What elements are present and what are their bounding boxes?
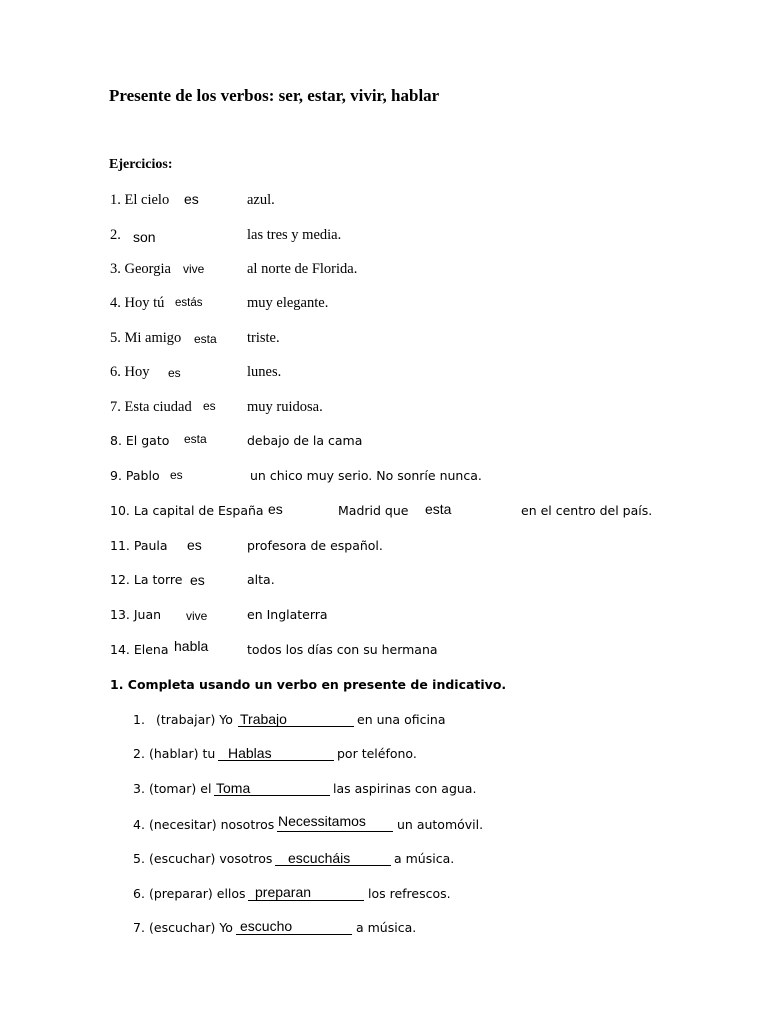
completa-answer: escucháis xyxy=(288,850,351,866)
exercise-prompt: 12. La torre xyxy=(110,572,183,587)
completa-rest: a música. xyxy=(356,920,417,935)
exercise-answer: esta xyxy=(184,432,207,446)
completa-answer: Hablas xyxy=(228,745,272,761)
completa-answer: Toma xyxy=(216,780,251,796)
exercise-answer: vive xyxy=(186,609,208,623)
completa-answer: Trabajo xyxy=(240,711,287,727)
completa-answer: preparan xyxy=(255,884,312,900)
exercise-rest: en el centro del país. xyxy=(521,503,653,518)
exercise-prompt: 3. Georgia xyxy=(110,261,171,277)
exercise-prompt: 7. Esta ciudad xyxy=(110,399,192,415)
exercise-prompt: 10. La capital de España xyxy=(110,503,264,518)
exercise-middle: Madrid que xyxy=(338,503,409,518)
exercise-rest: muy ruidosa. xyxy=(247,399,323,415)
exercise-answer: es xyxy=(268,501,283,517)
exercise-answer: vive xyxy=(183,262,205,276)
exercise-rest: triste. xyxy=(247,330,280,346)
completa-number: 2. xyxy=(133,746,145,761)
exercise-rest: debajo de la cama xyxy=(247,433,363,448)
completa-rest: los refrescos. xyxy=(368,886,451,901)
completa-number: 6. xyxy=(133,886,145,901)
completa-prompt: (preparar) ellos xyxy=(149,886,246,901)
exercise-rest: alta. xyxy=(247,572,275,587)
exercise-rest: en Inglaterra xyxy=(247,607,328,622)
exercise-rest: un chico muy serio. No sonríe nunca. xyxy=(250,468,482,483)
exercise-rest: muy elegante. xyxy=(247,295,329,311)
completa-prompt: (escuchar) vosotros xyxy=(149,851,273,866)
page-title: Presente de los verbos: ser, estar, vivir, hablar xyxy=(109,86,440,105)
exercise-rest: al norte de Florida. xyxy=(247,261,358,277)
exercise-answer: es xyxy=(170,468,183,482)
completa-number: 5. xyxy=(133,851,145,866)
completa-rest: a música. xyxy=(394,851,455,866)
exercise-rest: profesora de español. xyxy=(247,538,383,553)
answer-blank xyxy=(277,831,393,832)
completa-number: 7. xyxy=(133,920,145,935)
answer-blank xyxy=(248,900,364,901)
exercise-answer: es xyxy=(190,572,205,588)
exercise-rest: las tres y media. xyxy=(247,227,342,243)
completa-prompt: (hablar) tu xyxy=(149,746,216,761)
exercise-prompt: 5. Mi amigo xyxy=(110,330,182,346)
exercise-prompt: 1. El cielo xyxy=(110,192,170,208)
answer-blank xyxy=(236,934,352,935)
completa-number: 1. xyxy=(133,712,145,727)
exercise-rest: todos los días con su hermana xyxy=(247,642,438,657)
section-heading: Ejercicios: xyxy=(109,157,173,172)
exercise-prompt: 8. El gato xyxy=(110,433,170,448)
completa-answer: Necessitamos xyxy=(278,813,366,829)
exercise-prompt: 13. Juan xyxy=(110,607,162,622)
completa-answer: escucho xyxy=(240,918,293,934)
exercise-prompt: 9. Pablo xyxy=(110,468,160,483)
completa-prompt: (trabajar) Yo xyxy=(156,712,233,727)
exercise-answer: esta xyxy=(194,332,217,346)
completa-prompt: (escuchar) Yo xyxy=(149,920,233,935)
exercise-rest: azul. xyxy=(247,192,275,208)
completa-number: 4. xyxy=(133,817,145,832)
completa-rest: por teléfono. xyxy=(337,746,417,761)
exercise-answer: es xyxy=(184,191,199,207)
completa-rest: en una oficina xyxy=(357,712,446,727)
exercise-answer: esta xyxy=(425,501,452,517)
completa-rest: un automóvil. xyxy=(397,817,484,832)
exercise-prompt: 2. xyxy=(110,227,121,243)
exercise-prompt: 6. Hoy xyxy=(110,364,150,380)
exercise-answer: habla xyxy=(174,638,209,654)
completa-number: 3. xyxy=(133,781,145,796)
exercise-prompt: 11. Paula xyxy=(110,538,168,553)
exercise-answer: es xyxy=(203,399,216,413)
completa-prompt: (necesitar) nosotros xyxy=(149,817,275,832)
exercise-answer: es xyxy=(168,366,181,380)
exercise-answer: es xyxy=(187,537,202,553)
exercise-answer: son xyxy=(133,229,156,245)
exercise-prompt: 14. Elena xyxy=(110,642,169,657)
exercise-rest: lunes. xyxy=(247,364,282,380)
exercise-prompt: 4. Hoy tú xyxy=(110,295,165,311)
completa-rest: las aspirinas con agua. xyxy=(333,781,477,796)
exercise-answer: estás xyxy=(175,297,203,309)
completa-heading: 1. Completa usando un verbo en presente de indicativo. xyxy=(110,677,507,692)
completa-prompt: (tomar) el xyxy=(149,781,212,796)
